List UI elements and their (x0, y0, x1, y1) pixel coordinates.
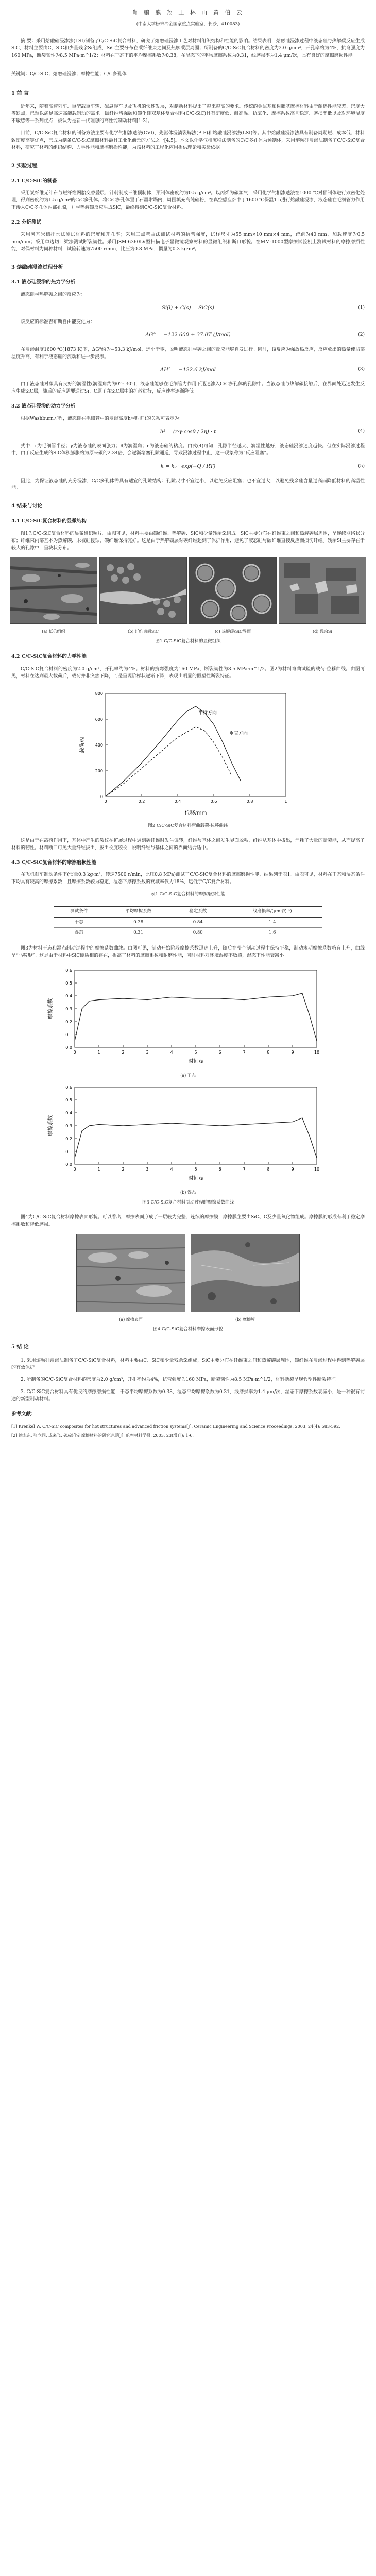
x-tick-label: 10 (314, 1167, 320, 1172)
table-cell: 1.4 (223, 917, 322, 927)
table-header-row (54, 907, 322, 917)
reference-item: [2] 徐永东, 张立同, 成来飞. 碳/碳化硅摩擦材料的研究进展[J]. 航空材料学报, 2003, 23(增刊): 1-6. (11, 1433, 194, 1438)
figure-3 (11, 965, 365, 1196)
figure-2 (11, 686, 365, 820)
x-tick-label: 10 (314, 1049, 320, 1055)
equation-5 (11, 463, 365, 471)
micrograph-f (191, 1234, 300, 1323)
subfigure-label: (b) 湿态 (180, 1190, 196, 1195)
x-tick-label: 7 (243, 1049, 246, 1055)
paragraph: 由于液态硅对碳具有良好的润湿性(润湿角约为0°~30°)，液态硅能够在毛细管力作用下迅速渗入C/C多孔体的孔隙中。当液态硅与热解碳接触后，在界面处迅速发生反应生成SiC层，随后的反应需要通过Si、C原子在SiC层中的扩散进行，反应速率逐渐降低。 (11, 382, 365, 395)
authors: 肖 鹏 熊 翔 王 林 山 黄 伯 云 (132, 9, 244, 16)
figure-3-caption: 图3 C/C-SiC复合材料制动过程的摩擦系数曲线 (142, 1199, 234, 1205)
paragraph: 图3为材料干态和湿态制动过程中的摩擦系数曲线。由图可见，制动开始阶段摩擦系数迅速上升，随后在整个制动过程中保持平稳，制动末期摩擦系数略有上升，曲线呈“马鞍形”。这是由于材料中SiC硬质相的存在，提高了材料的摩擦系数和耐磨性能，同时材料对环境湿度不敏感，湿态下性能衰减小。 (11, 945, 365, 958)
subsection-4-1-heading: 4.1 C/C-SiC复合材料的显微结构 (11, 518, 87, 524)
equation-text: ΔG° = −122 600 + 37.0T (J/mol) (145, 332, 231, 338)
keywords: 关键词：C/C-SiC；熔融硅浸渗；摩擦性能；C/C多孔体 (11, 72, 127, 77)
equation-text: k = k₀ · exp(−Q / RT) (160, 464, 216, 470)
y-tick-label: 0 (100, 794, 103, 799)
y-tick-label: 0.6 (65, 968, 72, 973)
table-header-cell: 测试条件 (54, 907, 104, 917)
micrograph-label: (b) 摩擦膜 (235, 1317, 255, 1322)
subsection-3-2-heading: 3.2 液态硅浸渗的动力学分析 (11, 403, 76, 409)
table-1-caption: 表1 C/C-SiC复合材料的摩擦磨损性能 (151, 892, 225, 897)
y-tick-label: 0.4 (65, 1111, 72, 1116)
x-tick-label: 8 (267, 1049, 270, 1055)
conclusion-item: 2. 所制备的C/C-SiC复合材料的密度为2.0 g/cm³，开孔率约为4%，抗弯强度为160 MPa，断裂韧性为8.5 MPa·m^1/2，材料断裂呈现假塑性断裂特征。 (21, 1377, 340, 1383)
figure-1-caption: 图1 C/C-SiC复合材料的显微组织 (155, 638, 221, 644)
equation-2 (11, 331, 365, 340)
x-tick-label: 1 (97, 1167, 100, 1172)
equation-number: (3) (358, 367, 365, 372)
table-cell: 0.31 (104, 927, 173, 938)
paragraph: 在飞机刹车制动条件下(惯量0.3 kg·m²，转速7500 r/min，比压0.8 MPa)测试了C/C-SiC复合材料的摩擦磨损性能，结果列于表1。由表可见，材料在干态和湿态条件下均具有较高的摩擦系数，且摩擦系数较为稳定，湿态下摩擦系数的衰减率仅为18%，远低于C/C复合材料。 (11, 872, 365, 885)
micrograph-image (76, 1234, 185, 1312)
x-tick-label: 0.2 (138, 799, 145, 804)
series-label-parallel: 平行方向 (198, 710, 217, 716)
reference-item: [1] Krenkel W. C/C-SiC composites for hot structures and advanced friction systems[J]. Ceramic Engineering and Science Proceedings, 2003, 24(4): 583-592. (11, 1423, 340, 1429)
section-1-heading: 1 前 言 (11, 90, 29, 96)
series-line-1 (75, 1118, 317, 1158)
table-header-cell: 稳定系数 (173, 907, 223, 917)
x-tick-label: 1 (284, 799, 287, 804)
y-tick-label: 800 (95, 691, 103, 696)
x-tick-label: 6 (218, 1049, 221, 1055)
x-tick-label: 3 (146, 1049, 149, 1055)
y-tick-label: 0.3 (65, 1006, 72, 1011)
y-tick-label: 0.0 (65, 1162, 72, 1167)
micrograph-b (99, 557, 187, 635)
paragraph: C/C-SiC复合材料的密度为2.0 g/cm³，开孔率约为4%。材料的抗弯强度为160 MPa，断裂韧性为8.5 MPa·m^1/2。图2为材料弯曲试验的载荷-位移曲线。由图可见，材料在达到最大载荷后，载荷并非突然下降，而是呈现阶梯状逐渐下降，表现出明显的假塑性断裂特征。 (11, 666, 365, 679)
subsection-4-2-heading: 4.2 C/C-SiC复合材料的力学性能 (11, 653, 87, 659)
equation-number: (5) (358, 463, 365, 469)
paragraph: 图1为C/C-SiC复合材料的显微组织照片。由图可见，材料主要由碳纤维、热解碳、SiC和少量残余Si组成。SiC主要分布在纤维束之间和热解碳层周围，呈连续网络状分布；纤维束内部基本为热解碳，未被硅侵蚀，碳纤维保持完好。这是由于热解碳层对碳纤维起到了保护作用，避免了液态硅与碳纤维直接反应而损伤纤维。残余Si主要存在于较大的孔隙中，呈块状分布。 (11, 531, 365, 551)
friction-properties-table (54, 906, 322, 938)
y-tick-label: 0.1 (65, 1032, 72, 1037)
series-line-1 (75, 993, 317, 1041)
micrograph-d (279, 557, 366, 635)
x-tick-label: 0 (73, 1049, 76, 1055)
micrograph-label: (c) 热解碳/SiC界面 (214, 629, 251, 634)
x-tick-label: 6 (218, 1167, 221, 1172)
paragraph: 该反应的标准吉布斯自由能变化为： (21, 319, 95, 325)
y-tick-label: 0.5 (65, 980, 72, 986)
paragraph: 式中：r为毛细管半径；γ为液态硅的表面张力；θ为润湿角；η为液态硅的粘度。由式(4)可知，孔隙半径越大、润湿性越好，液态硅浸渗速度越快。但在实际浸渗过程中，由于反应生成的SiC体积膨胀约为原来碳的2.34倍，会逐渐堵塞孔隙通道，导致浸渗过程中止，这一现象称为“反应阻塞”。 (11, 444, 365, 456)
paragraph: 液态硅与热解碳之间的反应为： (21, 292, 86, 297)
micrograph-label: (a) 低倍组织 (42, 629, 65, 634)
section-5-heading: 5 结 论 (11, 1344, 29, 1350)
y-tick-label: 600 (95, 717, 103, 722)
micrograph-image (10, 557, 97, 624)
table-row (54, 917, 322, 927)
micrograph-image (99, 557, 187, 624)
x-axis-label: 位移/mm (184, 810, 207, 816)
micrograph-c (189, 557, 277, 635)
micrograph-image (191, 1234, 300, 1312)
affiliation: (中南大学粉末冶金国家重点实验室，长沙，410083) (136, 22, 240, 27)
friction-curve-wet (44, 1082, 332, 1185)
micrograph-label: (b) 纤维束间SiC (127, 629, 159, 634)
y-tick-label: 0.6 (65, 1085, 72, 1090)
table-row (54, 927, 322, 938)
micrograph-label: (d) 残余Si (313, 629, 332, 634)
subsection-4-3-heading: 4.3 C/C-SiC复合材料的摩擦磨损性能 (11, 859, 96, 866)
y-tick-label: 0.0 (65, 1045, 72, 1050)
paragraph: 这是由于在载荷作用下，基体中产生的裂纹在扩展过程中遇到碳纤维时发生偏转，纤维与基体之间发生界面脱粘，纤维从基体中拔出，消耗了大量的断裂能，从而提高了材料的韧性。材料断口可见大量纤维拔出，拔出长度较长，说明纤维与基体之间的界面结合适中。 (11, 838, 365, 851)
conclusion-item: 3. C/C-SiC复合材料具有优良的摩擦磨损性能，干态平均摩擦系数为0.38，湿态平均摩擦系数为0.31，线磨损率为1.4 μm/次，湿态下摩擦系数衰减小，是一种很有前途的新型制动材料。 (11, 1389, 365, 1402)
x-tick-label: 3 (146, 1167, 149, 1172)
x-tick-label: 0.6 (210, 799, 217, 804)
table-header-cell: 线磨损率/(μm·次⁻¹) (223, 907, 322, 917)
y-axis-label: 摩擦系数 (48, 998, 54, 1019)
figure-4 (11, 1234, 365, 1323)
equation-number: (2) (358, 332, 365, 338)
friction-curve-dry (44, 965, 332, 1068)
plot-frame (75, 1087, 317, 1164)
subsection-3-1-heading: 3.1 液态硅浸渗的热力学分析 (11, 279, 76, 285)
x-tick-label: 1 (97, 1049, 100, 1055)
y-tick-label: 0.4 (65, 993, 72, 998)
x-tick-label: 0 (104, 799, 107, 804)
load-displacement-chart (75, 686, 301, 820)
table-cell: 干态 (54, 917, 104, 927)
equation-text: Si(l) + C(s) = SiC(s) (162, 304, 214, 311)
subsection-2-2-heading: 2.2 分析测试 (11, 219, 41, 226)
x-tick-label: 0 (73, 1167, 76, 1172)
series-line-2 (106, 727, 232, 796)
paragraph: 根据Washburn方程，液态硅在毛细管中的浸渗高度h与时间t的关系可表示为： (21, 416, 184, 421)
plot-frame (106, 693, 286, 796)
figure-1 (11, 557, 365, 635)
conclusion-item: 1. 采用熔融硅浸渗法制备了C/C-SiC复合材料，材料主要由C、SiC和少量残余Si组成，SiC主要分布在纤维束之间和热解碳层周围，碳纤维在浸渗过程中得到热解碳层的有效保护。 (11, 1358, 365, 1370)
micrograph-a (10, 557, 97, 635)
x-tick-label: 9 (291, 1167, 294, 1172)
section-3-heading: 3 熔融硅浸渗过程分析 (11, 264, 63, 270)
paragraph: 采用炭纤维无纬布与短纤维网胎交替叠层、针刺制成三维预制体，预制体密度约为0.5 g/cm³。以丙烯为碳源气，采用化学气相渗透法在1000 ℃对预制体进行致密化处理，得到密度约为1.5 g/cm³的C/C多孔体。将C/C多孔体置于石墨坩埚内，周围填充高纯硅粉，在真空感应炉中于1600 ℃保温1 h进行熔融硅浸渗，液态硅在毛细管力作用下渗入C/C多孔体内部孔隙，并与热解碳反应生成SiC，最终得到C/C-SiC复合材料。 (11, 191, 365, 211)
table-cell: 0.84 (173, 917, 223, 927)
equation-1 (11, 304, 365, 312)
x-tick-label: 0.4 (174, 799, 181, 804)
section-2-heading: 2 实验过程 (11, 163, 38, 170)
paragraph: 图4为C/C-SiC复合材料摩擦表面形貌。可以看出，摩擦表面形成了一层较为完整、连续的摩擦膜，摩擦膜主要由SiC、C及少量氧化物组成。摩擦膜的形成有利于稳定摩擦系数和降低磨损。 (11, 1214, 365, 1227)
abstract: 摘 要：采用熔融硅浸渗法(LSI)制备了C/C-SiC复合材料，研究了熔融硅浸渗工艺对材料组织结构和性能的影响。结果表明，熔融硅浸渗过程中液态硅与热解碳反应生成SiC，材料主要由C、SiC和少量残余Si组成，SiC主要分布在碳纤维束之间及热解碳层周围；所制备的C/C-SiC复合材料的密度为2.0 g/cm³，开孔率约为4%，抗弯强度为160 MPa，断裂韧性为8.5 MPa·m^1/2；材料在干态下的平均摩擦系数为0.38，在湿态下的平均摩擦系数为0.31，线磨损率为1.4 μm/次，具有良好的摩擦磨损性能。 (11, 39, 365, 59)
plot-frame (75, 970, 317, 1047)
y-axis-label: 载荷/N (80, 737, 86, 753)
subfigure-label: (a) 干态 (180, 1073, 196, 1078)
x-tick-label: 9 (291, 1049, 294, 1055)
series-label-perpendicular: 垂直方向 (229, 731, 248, 736)
y-tick-label: 0.2 (65, 1019, 72, 1024)
paragraph: 近年来，随着高速列车、重型载重车辆、磁悬浮车以及飞机的快速发展，对制动材料提出了越来越高的要求。传统的金属基和树脂基摩擦材料由于耐热性能较差、密度大等缺点，已难以满足高速高能载制动的需求。碳纤维增强碳和碳化硅双基体复合材料(C/C-SiC)具有密度低、耐高温、抗氧化、摩擦系数高且稳定、磨损率低以及对环境湿度不敏感等一系列优点，被认为是新一代理想的高性能制动材料[1-3]。 (11, 104, 365, 124)
figure-4-caption: 图4 C/C-SiC复合材料摩擦表面形貌 (153, 1326, 223, 1332)
reference-list (11, 1423, 365, 1439)
paragraph: 目前，C/C-SiC复合材料的制备方法主要有化学气相渗透法(CVI)、先驱体浸渍裂解法(PIP)和熔融硅浸渗法(LSI)等。其中熔融硅浸渗法具有制备周期短、成本低、材料致密度高等优点，已成为制备C/C-SiC摩擦材料最具工业化前景的方法之一[4,5]。本文以化学气相沉积法制备的C/C多孔体为预制体，采用熔融硅浸渗法制备了C/C-SiC复合材料，研究了材料的组织结构、力学性能和摩擦磨损性能，为该材料的工程化应用提供理论和实验依据。 (11, 131, 365, 151)
y-tick-label: 0.2 (65, 1137, 72, 1142)
table-cell: 1.6 (223, 927, 322, 938)
paragraph: 采用阿基米德排水法测试材料的密度和开孔率；采用三点弯曲法测试材料的抗弯强度，试样尺寸为55 mm×10 mm×4 mm，跨距为40 mm，加载速度为0.5 mm/min；采用单边切口梁法测试断裂韧性。采用JSM-6360LV型扫描电子显微镜观察材料的显微组织和断口形貌。在MM-1000型摩擦试验机上测试材料的摩擦磨损性能，对偶材料为同种材料，试验转速为7500 r/min，比压为0.8 MPa，惯量为0.3 kg·m²。 (11, 232, 365, 252)
table-cell: 0.80 (173, 927, 223, 938)
y-tick-label: 0.5 (65, 1098, 72, 1103)
table-cell: 0.38 (104, 917, 173, 927)
y-tick-label: 0.3 (65, 1124, 72, 1129)
section-4-heading: 4 结果与讨论 (11, 503, 43, 510)
micrograph-image (279, 557, 366, 624)
x-tick-label: 4 (170, 1049, 173, 1055)
x-axis-label: 时间/s (188, 1176, 203, 1182)
references-heading: 参考文献： (11, 1411, 36, 1417)
y-tick-label: 200 (95, 768, 103, 773)
x-axis-label: 时间/s (188, 1058, 203, 1064)
subsection-2-1-heading: 2.1 C/C-SiC的制备 (11, 178, 57, 184)
x-tick-label: 0.8 (246, 799, 253, 804)
equation-text: ΔH° = −122.6 kJ/mol (160, 367, 216, 373)
equation-number: (1) (358, 304, 365, 310)
equation-number: (4) (358, 429, 365, 434)
y-tick-label: 400 (95, 742, 103, 748)
x-tick-label: 2 (122, 1049, 125, 1055)
table-header-cell: 平均摩擦系数 (104, 907, 173, 917)
figure-2-caption: 图2 C/C-SiC复合材料弯曲载荷-位移曲线 (148, 823, 228, 828)
x-tick-label: 7 (243, 1167, 246, 1172)
x-tick-label: 4 (170, 1167, 173, 1172)
micrograph-e (76, 1234, 185, 1323)
x-tick-label: 5 (194, 1167, 197, 1172)
paragraph: 在浸渗温度1600 ℃(1873 K)下，ΔG°约为−53.3 kJ/mol，远小于零，说明液态硅与碳之间的反应能够自发进行。同时，该反应为强放热反应，反应放出的热量使局部温度升高，有利于液态硅的流动和进一步浸渗。 (11, 347, 365, 360)
equation-text: h² = (r·γ·cosθ / 2η) · t (160, 429, 216, 435)
equation-3 (11, 366, 365, 375)
x-tick-label: 8 (267, 1167, 270, 1172)
series-line-1 (106, 706, 241, 796)
y-tick-label: 0.1 (65, 1149, 72, 1155)
x-tick-label: 5 (194, 1049, 197, 1055)
table-cell: 湿态 (54, 927, 104, 938)
equation-4 (11, 428, 365, 436)
x-tick-label: 2 (122, 1167, 125, 1172)
y-axis-label: 摩擦系数 (48, 1115, 54, 1137)
micrograph-label: (a) 摩擦表面 (119, 1317, 143, 1322)
micrograph-image (189, 557, 277, 624)
paragraph: 因此，为保证液态硅的充分浸渗，C/C多孔体需具有适宜的孔隙结构：孔隙尺寸不宜过小，以避免反应阻塞；也不宜过大，以避免残余硅含量过高而降低材料的高温性能。 (11, 478, 365, 491)
